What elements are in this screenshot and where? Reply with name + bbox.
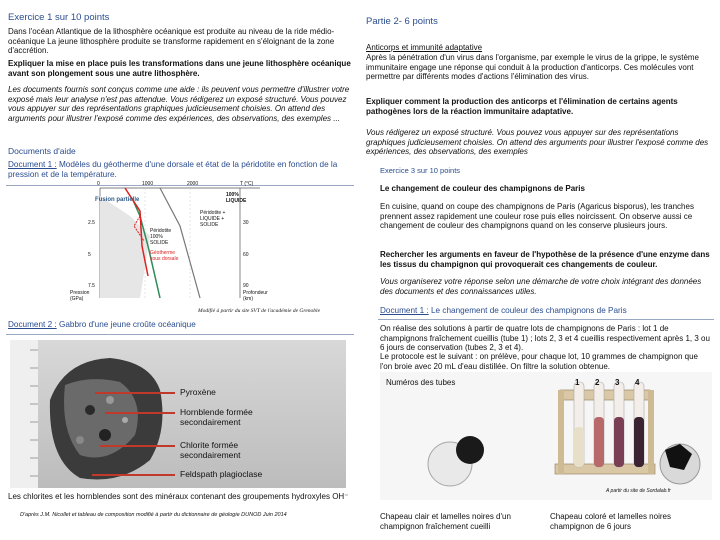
fresh-mushroom-gills [456,436,484,464]
tick-2000: 2000 [187,181,199,187]
label-feldspath: Feldspath plagioclase [180,469,263,479]
doc2-title-text: Gabbro d'une jeune croûte océanique [58,320,196,329]
ex3-title: Exercice 3 sur 10 points [380,166,461,175]
tube-number-2: 2 [595,378,600,387]
tube-number-4: 4 [635,378,640,387]
ruler [10,340,38,488]
tube-number-3: 3 [615,378,620,387]
tick-p2: 5 [88,252,91,258]
caption-right: Chapeau coloré et lamelles noires champignon de 6 jours [550,512,671,531]
ex3-doc1-title-text: Le changement de couleur des champignons de Paris [430,306,627,315]
part2-title: Partie 2- 6 points [366,16,438,27]
geotherm-label: Géotherme sous dorsale [150,250,179,262]
doc2-title [8,320,353,330]
exercise1-intro: Dans l'océan Atlantique de la lithosphère océanique est produite au niveau de la ride médio-océanique La jeune lithosphère produite se transforme rapidement en s'éloignant de la zone d'accrétion. [8,27,335,56]
doc1-credit: Modifié à partir du site SVT de l'académie de Grenoble [198,308,321,314]
part2-instructions: Vous rédigerez un exposé structuré. Vous pouvez vous appuyer sur des représentations graphiques judicieusement choisies. On attend des arguments pour illustrer l'exposé comme des expériences, des observations, des exemples [366,128,709,157]
caption-left: Chapeau clair et lamelles noires d'un champignon fraîchement cueilli [380,512,511,531]
mix-label: Péridotite + LIQUIDE + SOLIDE [200,210,226,228]
gabbro-photo [10,340,346,488]
tick-0: 0 [97,181,100,187]
photo-credit: A partir du site de Sordalab.fr [606,488,671,494]
part2-text: Après la pénétration d'un virus dans l'organisme, par exemple le virus de la grippe, le système immunitaire engage une réponse qui conduit à la production d'anticorps. Ces molécules vont permettre par différents modes d'actions l'élimination des virus. [366,53,700,82]
depth-axis-label: Profondeur (km) [243,290,268,302]
tube-3-liquid [614,417,624,467]
doc2-prefix: Document 2 : [8,320,57,329]
part2-task: Expliquer comment la production des anticorps et l'élimination de certains agents pathogènes lors de la réaction immunitaire adaptative. [366,97,678,116]
tubes-illustration [380,372,712,500]
ex3-doc1-title [380,306,712,316]
tick-p3: 7.5 [88,283,95,289]
doc1-title [8,160,353,180]
ex3-doc1-protocol: Le protocole est le suivant : on prélève, pour chaque lot, 10 grammes de champignon que l'on broie avec 20 mL d'eau distillée. On filtre la solution obtenue. [380,352,698,371]
tube-number-1: 1 [575,378,580,387]
doc1-title-text: Modèles du géotherme d'une dorsale et état de la péridotite en fonction de la pression et de la température. [8,160,338,179]
right-column [360,0,720,540]
exercise1-task: Expliquer la mise en place puis les transformations dans une jeune lithosphère océanique avant son plongement sous une autre lithosphère. [8,59,351,78]
pressure-axis-label: Pression (GPa) [70,290,90,302]
tick-d1: 30 [243,220,249,226]
exercise1-instructions: Les documents fournis sont conçus comme une aide : ils peuvent vous permettre d'illustrer votre exposé mais leur analyse n'est pas attendue. Vous rédigerez un exposé structuré. Vous pouvez vous appuyer sur des représentations graphiques judicieusement choisies. On attend des arguments pour illustrer l'exposé comme des expériences, des observations, des exemples ... [8,85,350,123]
tube-4-liquid [634,417,644,467]
rack-post-left [558,390,564,474]
tubes-label: Numéros des tubes [386,378,456,387]
tick-d3: 90 [243,283,249,289]
ex3-task: Rechercher les arguments en faveur de l'hypothèse de la présence d'une enzyme dans les tissus du champignon qui provoquerait ces changements de couleur. [380,250,710,269]
solid-label: Péridotite 100% SOLIDE [150,228,172,246]
label-pyroxene: Pyroxène [180,387,216,397]
chlorite-pointer [100,445,175,447]
doc2-footer: Les chlorites et les hornblendes sont des minéraux contenant des groupements hydroxyles OH⁻ [8,492,349,501]
liquid-label: 100% LIQUIDE [226,192,247,204]
exercise1-title: Exercice 1 sur 10 points [8,12,110,23]
ex3-doc1-prefix: Document 1 : [380,306,429,315]
ex3-heading: Le changement de couleur des champignons de Paris [380,184,585,193]
tube-2-liquid [594,417,604,467]
rack-post-right [648,390,654,474]
ex3-intro: En cuisine, quand on coupe des champignons de Paris (Agaricus bisporus), les tranches prennent assez rapidement une couleur rose puis elles noircissent. On observe aussi ce changement de couleur des champignons quand on les conserve plusieurs jours. [380,202,694,231]
tube-1-liquid [574,427,584,467]
tick-d2: 60 [243,252,249,258]
label-hornblende: Hornblende formée secondairement [180,407,253,427]
tick-p1: 2.5 [88,220,95,226]
doc1-prefix: Document 1 : [8,160,57,169]
label-chlorite: Chlorite formée secondairement [180,440,241,460]
tick-temp-label: T (°C) [240,181,254,187]
tick-1000: 1000 [142,181,154,187]
part2-subtitle: Anticorps et immunité adaptative [366,43,483,52]
ex3-doc1-separator [378,319,714,320]
ex3-doc1-text: On réalise des solutions à partir de quatre lots de champignons de Paris : lot 1 de champignons fraîchement cueillis (tube 1) ; lots 2, 3 et 4 cueillis respectivement après 1, 3 ou 6 jours de conservation (tubes 2, 3 et 4). [380,324,710,353]
fusion-label: Fusion partielle [95,197,140,203]
ex3-instructions: Vous organiserez votre réponse selon une démarche de votre choix intégrant des données des documents et des connaissances utiles. [380,277,702,296]
doc2-credit: D'après J.M. Nicollet et tableau de composition modifié à partir du dictionnaire de géologie DUNOD Juin 2014 [20,512,287,518]
gabbro-rock [10,340,346,488]
feldspath-pointer [92,474,175,476]
help-docs-heading: Documents d'aide [8,146,76,156]
hornblende-pointer [105,412,175,414]
doc2-separator [6,334,354,335]
tubes-photo [380,372,712,500]
pyroxene-pointer [95,392,175,394]
